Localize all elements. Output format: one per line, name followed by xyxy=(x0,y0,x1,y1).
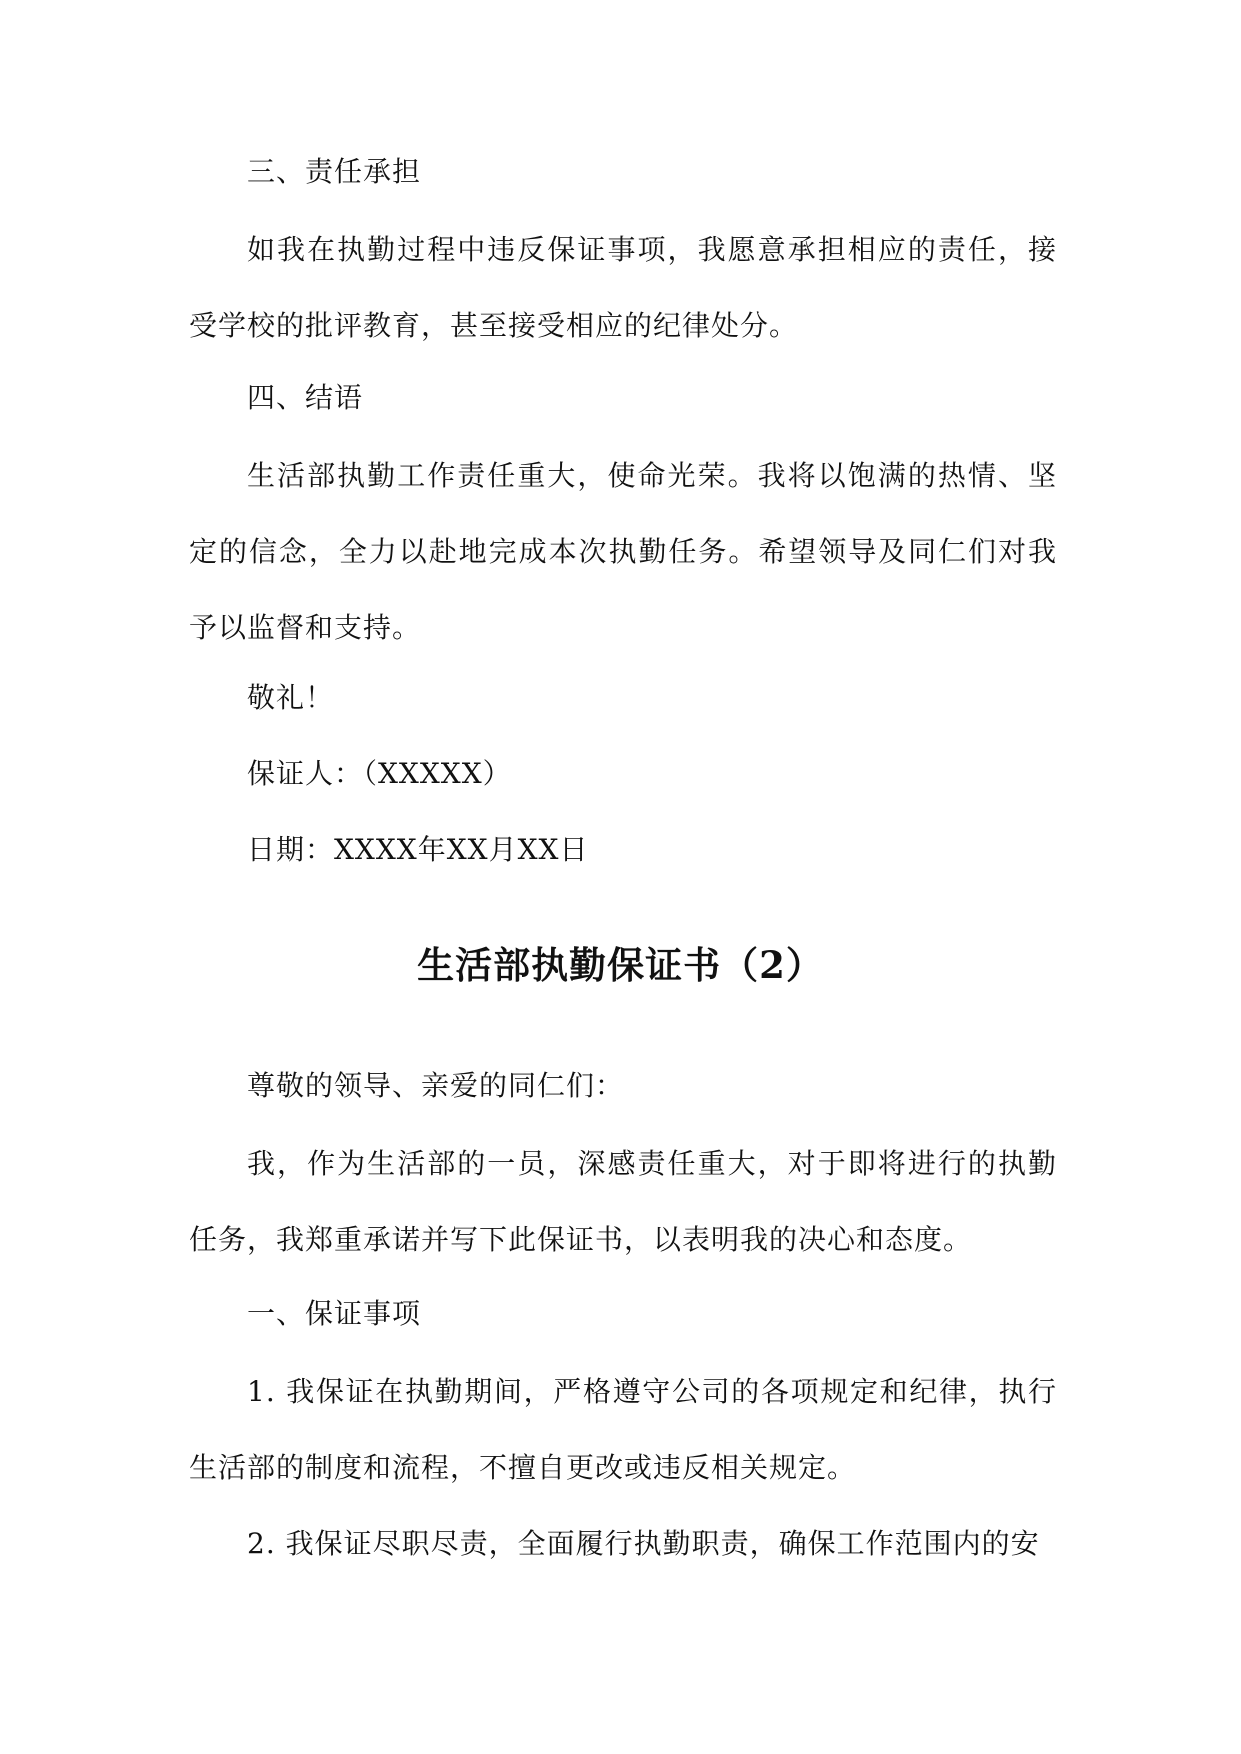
heading-guarantee-items: 一、保证事项 xyxy=(247,1297,422,1330)
guarantee-item-1: 1. 我保证在执勤期间，严格遵守公司的各项规定和纪律，执行生活部的制度和流程，不擅自更改或违反相关规定。 xyxy=(189,1375,1057,1484)
date-line: 日期：XXXX年XX月XX日 xyxy=(247,833,589,866)
salute: 敬礼！ xyxy=(247,681,335,714)
heading-conclusion: 四、结语 xyxy=(247,381,364,414)
greeting: 尊敬的领导、亲爱的同仁们： xyxy=(247,1069,625,1102)
heading-responsibility: 三、责任承担 xyxy=(247,155,422,188)
guarantor-line: 保证人：（XXXXX） xyxy=(247,757,512,790)
paragraph-conclusion: 生活部执勤工作责任重大，使命光荣。我将以饱满的热情、坚定的信念，全力以赴地完成本次执勤任务。希望领导及同仁们对我予以监督和支持。 xyxy=(189,459,1057,644)
paragraph-responsibility: 如我在执勤过程中违反保证事项，我愿意承担相应的责任，接受学校的批评教育，甚至接受相应的纪律处分。 xyxy=(189,233,1057,342)
guarantee-item-2: 2. 我保证尽职尽责，全面履行执勤职责，确保工作范围内的安 xyxy=(247,1527,1040,1560)
paragraph-intro: 我，作为生活部的一员，深感责任重大，对于即将进行的执勤任务，我郑重承诺并写下此保证书，以表明我的决心和态度。 xyxy=(189,1147,1057,1256)
document-title: 生活部执勤保证书（2） xyxy=(417,943,824,987)
